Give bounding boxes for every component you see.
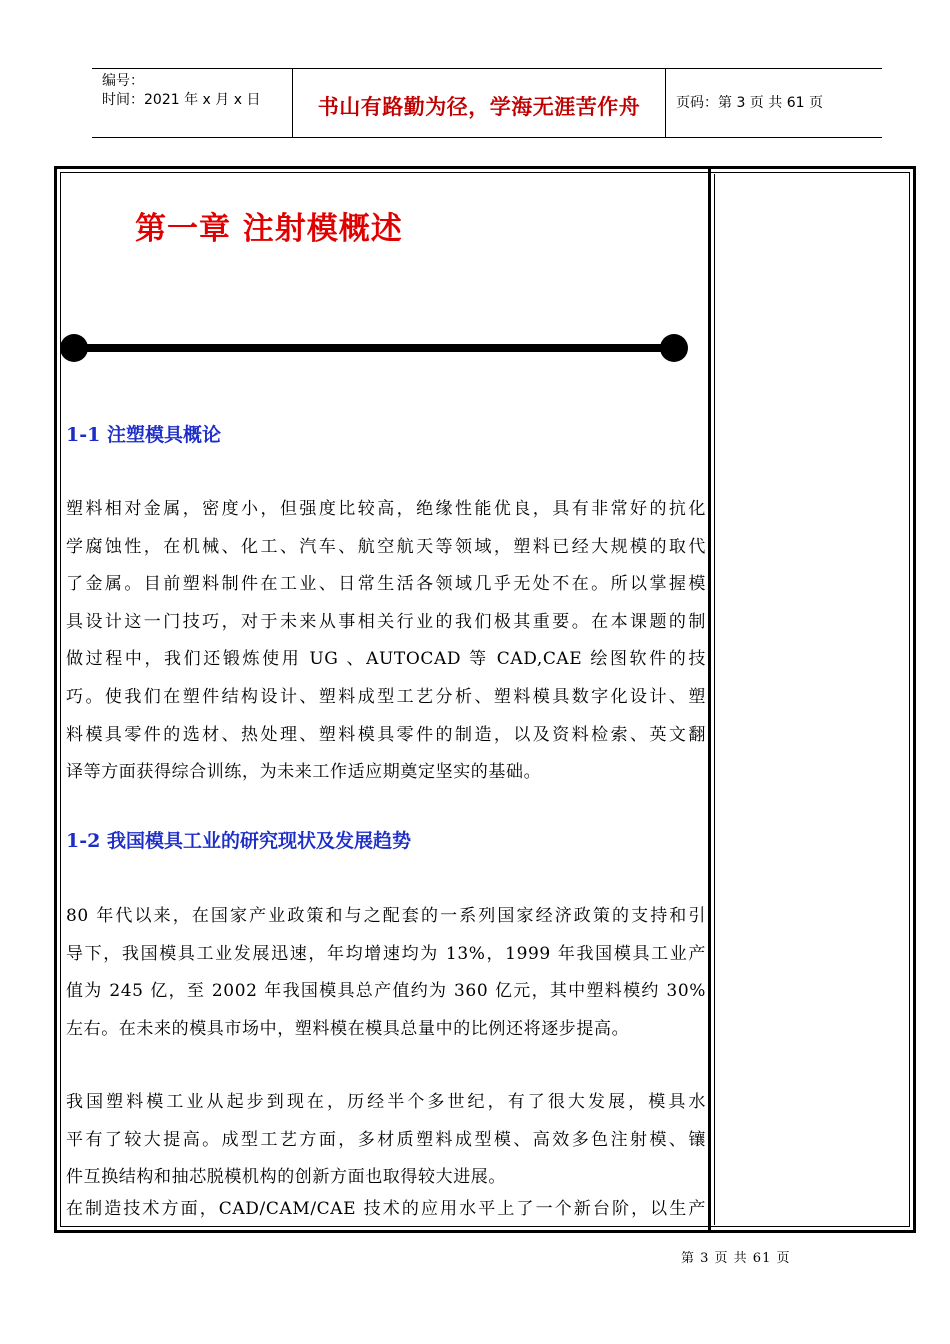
text-line: 具设计这一门技巧，对于未来从事相关行业的我们极其重要。在本课题的制	[66, 611, 706, 632]
paragraph	[66, 898, 706, 1048]
column-divider-inner	[714, 174, 715, 1225]
text-line: 80 年代以来，在国家产业政策和与之配套的一系列国家经济政策的支持和引	[66, 906, 706, 926]
text-line: 平有了较大提高。成型工艺方面，多材质塑料成型模、高效多色注射模、镶	[66, 1129, 706, 1150]
paragraph	[66, 491, 706, 792]
text-line: 值为 245 亿，至 2002 年我国模具总产值约为 360 亿元，其中塑料模约 30%	[66, 981, 706, 1002]
text-line: 译等方面获得综合训练，为未来工作适应期奠定坚实的基础。	[66, 762, 542, 783]
header-page-cell	[666, 69, 882, 137]
section-heading: 1-2 我国模具工业的研究现状及发展趋势	[66, 830, 411, 852]
text-line: 件互换结构和抽芯脱模机构的创新方面也取得较大进展。	[66, 1167, 506, 1188]
page-footer: 第 3 页 共 61 页	[681, 1251, 791, 1266]
motto: 书山有路勤为径，学海无涯苦作舟	[317, 95, 641, 119]
paragraph	[66, 1084, 706, 1221]
rule-right-dot	[660, 334, 688, 362]
code-label: 编号：	[102, 73, 144, 89]
time-label: 时间：2021 年 x 月 x 日	[102, 92, 261, 108]
page-header	[92, 68, 882, 138]
header-motto-cell	[293, 69, 666, 137]
text-line: 我国塑料模工业从起步到现在，历经半个多世纪，有了很大发展，模具水	[66, 1092, 706, 1112]
text-line: 学腐蚀性，在机械、化工、汽车、航空航天等领域，塑料已经大规模的取代	[66, 536, 706, 557]
column-divider	[708, 166, 711, 1233]
decorative-rule	[60, 334, 688, 362]
page-label: 页码：第 3 页 共 61 页	[676, 95, 823, 111]
chapter-title: 第一章 注射模概述	[135, 211, 403, 247]
text-line: 了金属。目前塑料制件在工业、日常生活各领域几乎无处不在。所以掌握模	[66, 574, 706, 595]
text-line: 塑料相对金属，密度小，但强度比较高，绝缘性能优良，具有非常好的抗化	[66, 499, 706, 519]
header-info-cell	[92, 69, 293, 137]
text-line: 料模具零件的选材、热处理、塑料模具零件的制造，以及资料检索、英文翻	[66, 724, 706, 745]
rule-bar	[72, 344, 676, 352]
text-line: 在制造技术方面，CAD/CAM/CAE 技术的应用水平上了一个新台阶，以生产	[66, 1198, 706, 1219]
text-line: 巧。使我们在塑件结构设计、塑料成型工艺分析、塑料模具数字化设计、塑	[66, 686, 706, 707]
section-heading: 1-1 注塑模具概论	[66, 424, 221, 446]
text-line: 做过程中，我们还锻炼使用 UG 、AUTOCAD 等 CAD,CAE 绘图软件的技	[66, 649, 706, 670]
text-line: 左右。在未来的模具市场中，塑料模在模具总量中的比例还将逐步提高。	[66, 1018, 630, 1039]
text-line: 导下，我国模具工业发展迅速，年均增速均为 13%，1999 年我国模具工业产	[66, 943, 706, 964]
